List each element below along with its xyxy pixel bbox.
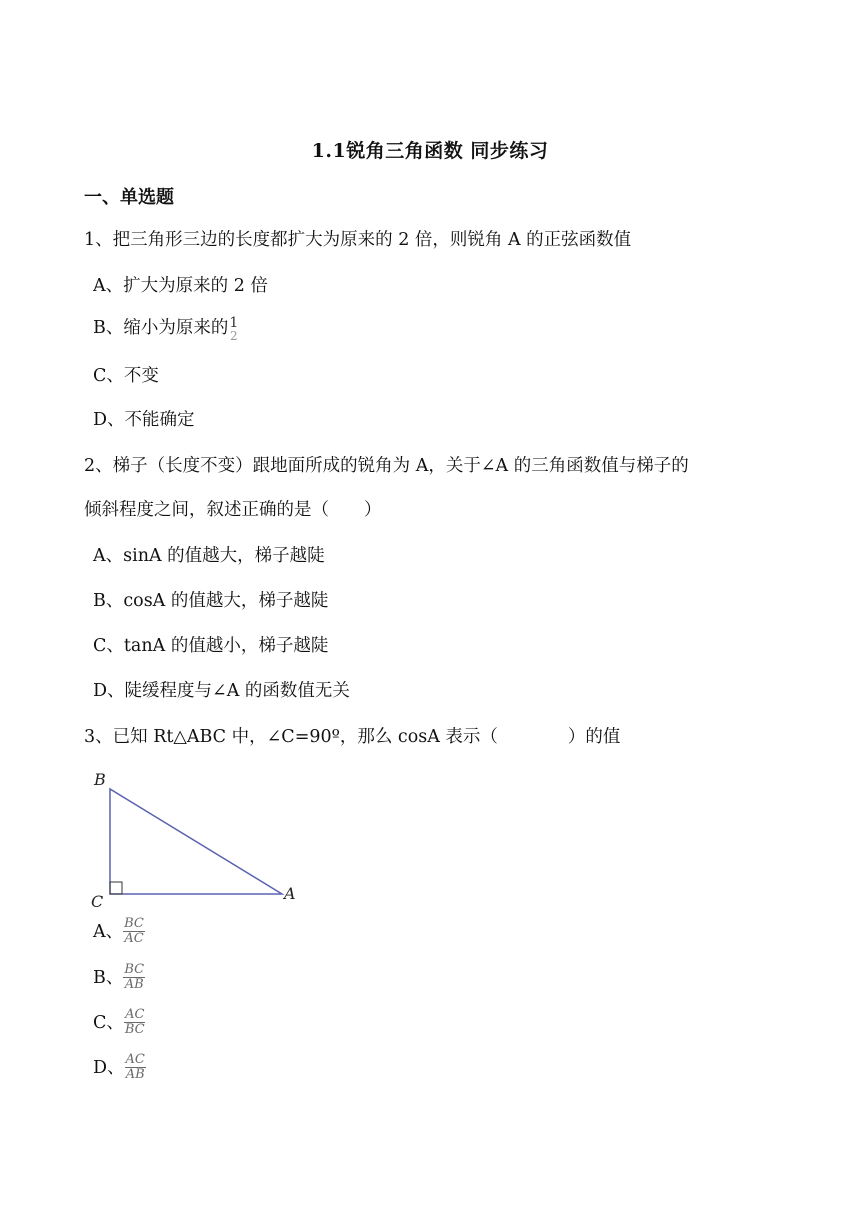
fraction-ac-over-bc (124, 1008, 146, 1037)
vertex-label-b: B (94, 770, 106, 789)
question-1-option-b (93, 317, 238, 343)
option-b-label: B、 (93, 967, 124, 988)
question-3-option-d (93, 1053, 146, 1082)
one-half-fraction (229, 317, 238, 343)
question-2-option-a: A、sinA 的值越大，梯子越陡 (93, 546, 325, 566)
question-3-option-a (93, 917, 145, 946)
question-3-stem: 3、已知 Rt△ABC 中，∠C=90º，那么 cosA 表示（ ）的值 (84, 727, 621, 747)
fraction-denominator: AB (125, 1067, 145, 1082)
fraction-ac-over-ab (125, 1053, 146, 1082)
fraction-denominator: 2 (230, 329, 238, 343)
page-title: 1.1锐角三角函数 同步练习 (311, 140, 549, 162)
question-1-stem: 1、把三角形三边的长度都扩大为原来的 2 倍，则锐角 A 的正弦函数值 (84, 230, 632, 250)
question-3-option-b (93, 963, 145, 992)
question-1-option-a: A、扩大为原来的 2 倍 (93, 276, 268, 296)
question-3-option-c (93, 1008, 146, 1037)
question-1-option-b-text: B、缩小为原来的 (93, 318, 229, 338)
option-a-label: A、 (93, 921, 124, 942)
question-1-option-c: C、不变 (93, 366, 159, 386)
vertex-label-a: A (284, 884, 296, 903)
fraction-numerator: AC (125, 1052, 145, 1067)
fraction-denominator: BC (124, 1022, 145, 1037)
right-angle-marker (110, 882, 122, 894)
triangle-abc (110, 789, 282, 894)
fraction-bc-over-ac (123, 917, 145, 946)
fraction-denominator: AC (124, 931, 144, 946)
question-1-option-d: D、不能确定 (93, 410, 195, 430)
triangle-figure (86, 764, 316, 914)
fraction-numerator: BC (124, 916, 144, 931)
question-2-stem-line-2: 倾斜程度之间，叙述正确的是（ ） (84, 500, 382, 520)
question-2-option-c: C、tanA 的值越小，梯子越陡 (93, 636, 329, 656)
fraction-denominator: AB (124, 977, 144, 992)
question-2-stem-line-1: 2、梯子（长度不变）跟地面所成的锐角为 A，关于∠A 的三角函数值与梯子的 (84, 456, 689, 476)
section-heading: 一、单选题 (84, 187, 174, 208)
option-d-label: D、 (93, 1057, 125, 1078)
fraction-numerator: AC (125, 1007, 145, 1022)
option-c-label: C、 (93, 1012, 124, 1033)
vertex-label-c: C (91, 892, 104, 911)
question-2-option-b: B、cosA 的值越大，梯子越陡 (93, 591, 329, 611)
fraction-numerator: 1 (229, 315, 239, 331)
fraction-bc-over-ab (123, 963, 145, 992)
fraction-numerator: BC (124, 962, 145, 977)
question-2-option-d: D、陡缓程度与∠A 的函数值无关 (93, 681, 350, 701)
